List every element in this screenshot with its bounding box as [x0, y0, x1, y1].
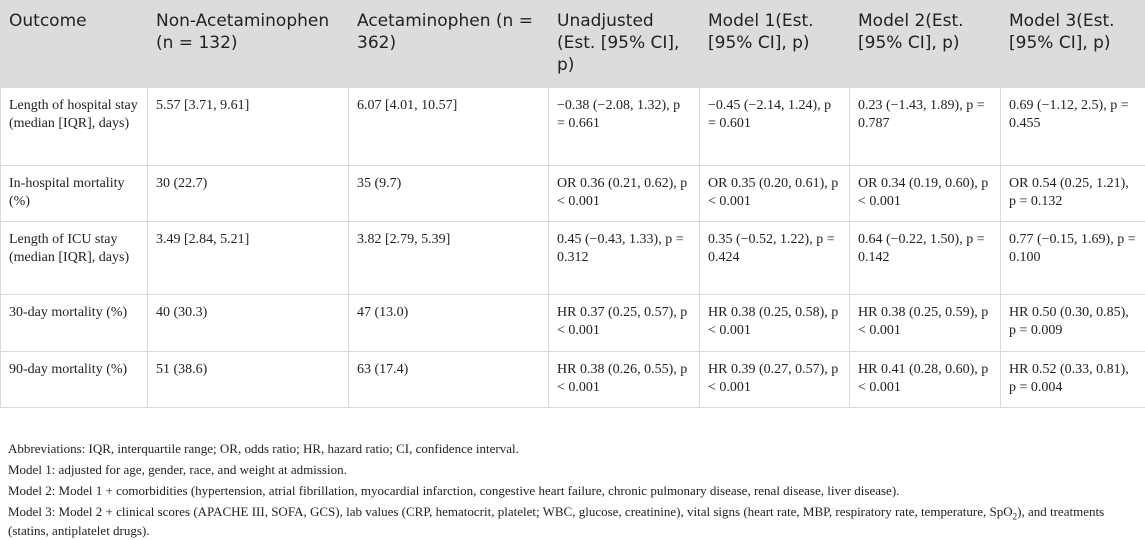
table-cell: OR 0.34 (0.19, 0.60), p < 0.001 [850, 166, 1001, 222]
table-cell: HR 0.38 (0.25, 0.59), p < 0.001 [850, 295, 1001, 352]
table-cell: 40 (30.3) [148, 295, 349, 352]
table-footnotes [8, 438, 1142, 540]
table-cell: OR 0.35 (0.20, 0.61), p < 0.001 [700, 166, 850, 222]
table-cell: 6.07 [4.01, 10.57] [349, 88, 549, 166]
table-cell: OR 0.36 (0.21, 0.62), p < 0.001 [549, 166, 700, 222]
header-unadjusted: Unadjusted (Est. [95% CI], p) [549, 1, 700, 88]
table-cell: 0.35 (−0.52, 1.22), p = 0.424 [700, 222, 850, 295]
table-row [1, 166, 1145, 222]
table-row [1, 222, 1145, 295]
table-cell: 90-day mortality (%) [1, 352, 148, 408]
model-2-note: Model 2: Model 1 + comorbidities (hypertension, atrial fibrillation, myocardial infarction, congestive heart failure, chronic pulmonary disease, renal disease, liver disease). [8, 480, 1142, 501]
header-model-3: Model 3(Est. [95% CI], p) [1001, 1, 1145, 88]
header-row [1, 1, 1145, 88]
table-cell: −0.45 (−2.14, 1.24), p = 0.601 [700, 88, 850, 166]
table-cell: HR 0.39 (0.27, 0.57), p < 0.001 [700, 352, 850, 408]
table-cell: 51 (38.6) [148, 352, 349, 408]
table-cell: 5.57 [3.71, 9.61] [148, 88, 349, 166]
model-3-note-text: Model 3: Model 2 + clinical scores (APACHE III, SOFA, GCS), lab values (CRP, hematocrit, platelet; WBC, glucose, creatinine), vital signs (heart rate, MBP, respiratory rate, temperature, SpO [8, 504, 1013, 519]
table-cell: 47 (13.0) [349, 295, 549, 352]
table-cell: 0.64 (−0.22, 1.50), p = 0.142 [850, 222, 1001, 295]
table-cell: 0.23 (−1.43, 1.89), p = 0.787 [850, 88, 1001, 166]
header-model-1: Model 1(Est. [95% CI], p) [700, 1, 850, 88]
table-cell: 30 (22.7) [148, 166, 349, 222]
table-cell: HR 0.52 (0.33, 0.81), p = 0.004 [1001, 352, 1145, 408]
table-cell: 0.69 (−1.12, 2.5), p = 0.455 [1001, 88, 1145, 166]
model-3-note-text-end: ), and treatments (statins, antiplatelet drugs). [8, 504, 1104, 538]
table-cell: 3.49 [2.84, 5.21] [148, 222, 349, 295]
table-cell: −0.38 (−2.08, 1.32), p = 0.661 [549, 88, 700, 166]
table-cell: In-hospital mortality (%) [1, 166, 148, 222]
table-row [1, 88, 1145, 166]
header-acetaminophen: Acetaminophen (n = 362) [349, 1, 549, 88]
table-cell: Length of hospital stay (median [IQR], days) [1, 88, 148, 166]
table-cell: Length of ICU stay (median [IQR], days) [1, 222, 148, 295]
header-model-2: Model 2(Est. [95% CI], p) [850, 1, 1001, 88]
header-outcome: Outcome [1, 1, 148, 88]
model-3-note [8, 502, 1142, 540]
model-1-note: Model 1: adjusted for age, gender, race, and weight at admission. [8, 459, 1142, 480]
table-cell: HR 0.50 (0.30, 0.85), p = 0.009 [1001, 295, 1145, 352]
table-cell: HR 0.38 (0.26, 0.55), p < 0.001 [549, 352, 700, 408]
table-row [1, 352, 1145, 408]
table-cell: HR 0.41 (0.28, 0.60), p < 0.001 [850, 352, 1001, 408]
table-cell: 30-day mortality (%) [1, 295, 148, 352]
table-cell: 35 (9.7) [349, 166, 549, 222]
table-cell: 0.77 (−0.15, 1.69), p = 0.100 [1001, 222, 1145, 295]
table-cell: HR 0.37 (0.25, 0.57), p < 0.001 [549, 295, 700, 352]
table-cell: 63 (17.4) [349, 352, 549, 408]
table-cell: HR 0.38 (0.25, 0.58), p < 0.001 [700, 295, 850, 352]
table-row [1, 295, 1145, 352]
abbreviations-note: Abbreviations: IQR, interquartile range; OR, odds ratio; HR, hazard ratio; CI, confidence interval. [8, 438, 1142, 459]
model-3-note-subscript: 2 [1013, 512, 1018, 522]
header-non-acetaminophen: Non-Acetaminophen (n = 132) [148, 1, 349, 88]
table-cell: OR 0.54 (0.25, 1.21), p = 0.132 [1001, 166, 1145, 222]
table-cell: 3.82 [2.79, 5.39] [349, 222, 549, 295]
table-cell: 0.45 (−0.43, 1.33), p = 0.312 [549, 222, 700, 295]
